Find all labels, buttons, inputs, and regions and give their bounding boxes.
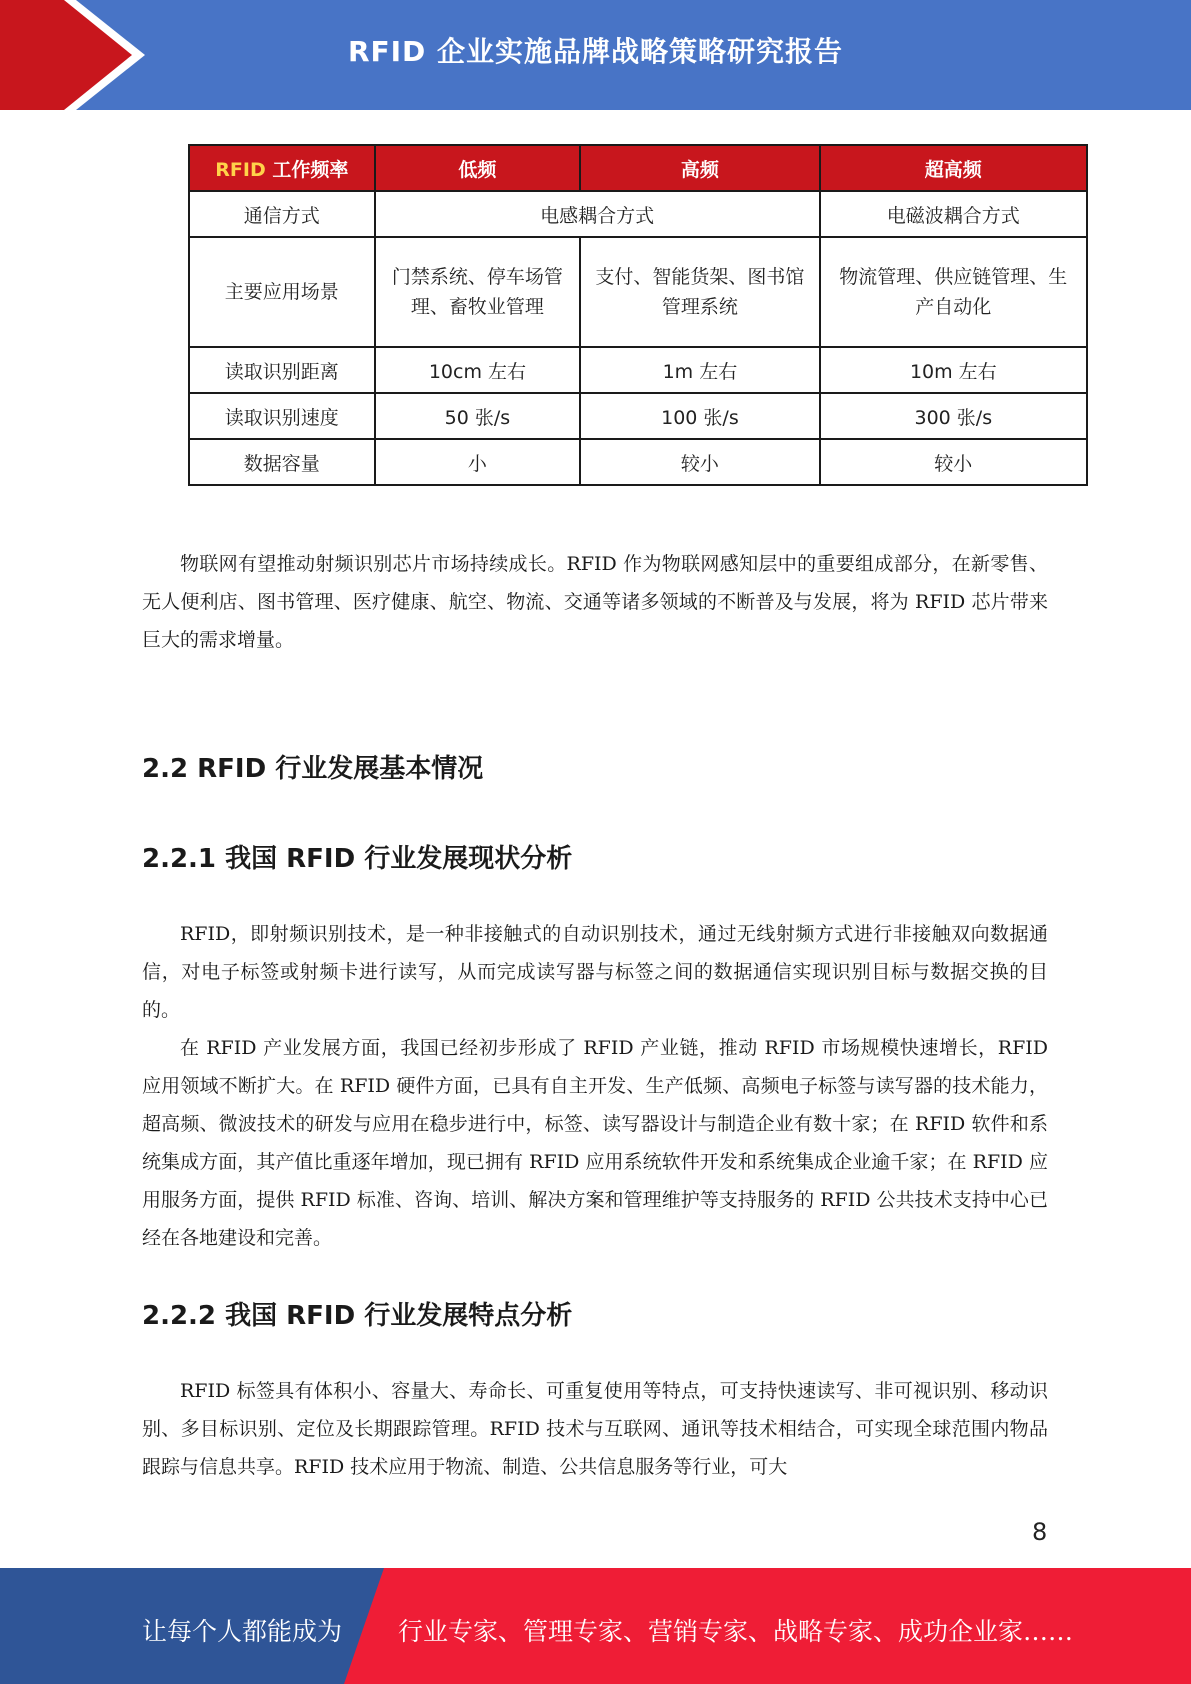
- section-heading-2-2-1: 2.2.1 我国 RFID 行业发展现状分析: [142, 844, 573, 874]
- footer-slogan-left: 让每个人都能成为: [142, 1617, 343, 1646]
- row-label: 读取识别距离: [189, 347, 375, 393]
- row-label: 读取识别速度: [189, 393, 375, 439]
- table-cell: 小: [375, 439, 581, 485]
- section-heading-2-2-2: 2.2.2 我国 RFID 行业发展特点分析: [142, 1301, 573, 1331]
- table-header-cell: 低频: [375, 145, 581, 191]
- table-cell: 支付、智能货架、图书馆管理系统: [580, 237, 819, 347]
- table-cell: 门禁系统、停车场管理、畜牧业管理: [375, 237, 581, 347]
- table-cell: 50 张/s: [375, 393, 581, 439]
- table-cell: 电感耦合方式: [375, 191, 820, 237]
- table-cell: 100 张/s: [580, 393, 819, 439]
- table-cell: 10cm 左右: [375, 347, 581, 393]
- table-cell: 较小: [580, 439, 819, 485]
- footer-banner: [0, 1568, 1191, 1684]
- section-heading-2-2: 2.2 RFID 行业发展基本情况: [142, 754, 484, 784]
- table-row: [189, 237, 1087, 347]
- paragraph-rfid-definition: RFID，即射频识别技术，是一种非接触式的自动识别技术，通过无线射频方式进行非接触双向数据通信，对电子标签或射频卡进行读写，从而完成读写器与标签之间的数据通信实现识别目标与数据交换的目的。: [142, 923, 1048, 1021]
- paragraph-iot-growth: 物联网有望推动射频识别芯片市场持续成长。RFID 作为物联网感知层中的重要组成部分，在新零售、无人便利店、图书管理、医疗健康、航空、物流、交通等诸多领域的不断普及与发展，将为 RFID 芯片带来巨大的需求增量。: [142, 553, 1048, 651]
- table-header-row: [189, 145, 1087, 191]
- table-cell: 1m 左右: [580, 347, 819, 393]
- table-row: [189, 393, 1087, 439]
- header-rfid-highlight: RFID: [215, 158, 266, 181]
- table-header-cell: 高频: [580, 145, 819, 191]
- table-cell: 较小: [820, 439, 1087, 485]
- table-cell: 物流管理、供应链管理、生产自动化: [820, 237, 1087, 347]
- row-label: 数据容量: [189, 439, 375, 485]
- report-title: RFID 企业实施品牌战略策略研究报告: [347, 35, 844, 68]
- table-cell: 电磁波耦合方式: [820, 191, 1087, 237]
- footer-slogan-right: 行业专家、管理专家、营销专家、战略专家、成功企业家……: [398, 1617, 1074, 1646]
- row-label: 主要应用场景: [189, 237, 375, 347]
- table-row: [189, 347, 1087, 393]
- paragraph-rfid-features: RFID 标签具有体积小、容量大、寿命长、可重复使用等特点，可支持快速读写、非可视识别、移动识别、多目标识别、定位及长期跟踪管理。RFID 技术与互联网、通讯等技术相结合，可实现全球范围内物品跟踪与信息共享。RFID 技术应用于物流、制造、公共信息服务等行业，可大: [142, 1380, 1048, 1478]
- table-header-cell: 超高频: [820, 145, 1087, 191]
- header-banner: [0, 0, 1191, 110]
- page-number: 8: [1032, 1518, 1048, 1546]
- table-cell: 300 张/s: [820, 393, 1087, 439]
- table-header-cell: [189, 145, 375, 191]
- table-row: [189, 439, 1087, 485]
- rfid-frequency-table: [188, 144, 1088, 486]
- paragraph-rfid-industry: 在 RFID 产业发展方面，我国已经初步形成了 RFID 产业链，推动 RFID 市场规模快速增长，RFID 应用领域不断扩大。在 RFID 硬件方面，已具有自主开发、生产低频、高频电子标签与读写器的技术能力，超高频、微波技术的研发与应用在稳步进行中，标签、读写器设计与制造企业有数十家；在 RFID 软件和系统集成方面，其产值比重逐年增加，现已拥有 RFID 应用系统软件开发和系统集成企业逾千家；在 RFID 应用服务方面，提供 RFID 标准、咨询、培训、解决方案和管理维护等支持服务的 RFID 公共技术支持中心已经在各地建设和完善。: [142, 1037, 1048, 1249]
- row-label: 通信方式: [189, 191, 375, 237]
- table-row: [189, 191, 1087, 237]
- header-freq-label: 工作频率: [265, 158, 349, 181]
- table-cell: 10m 左右: [820, 347, 1087, 393]
